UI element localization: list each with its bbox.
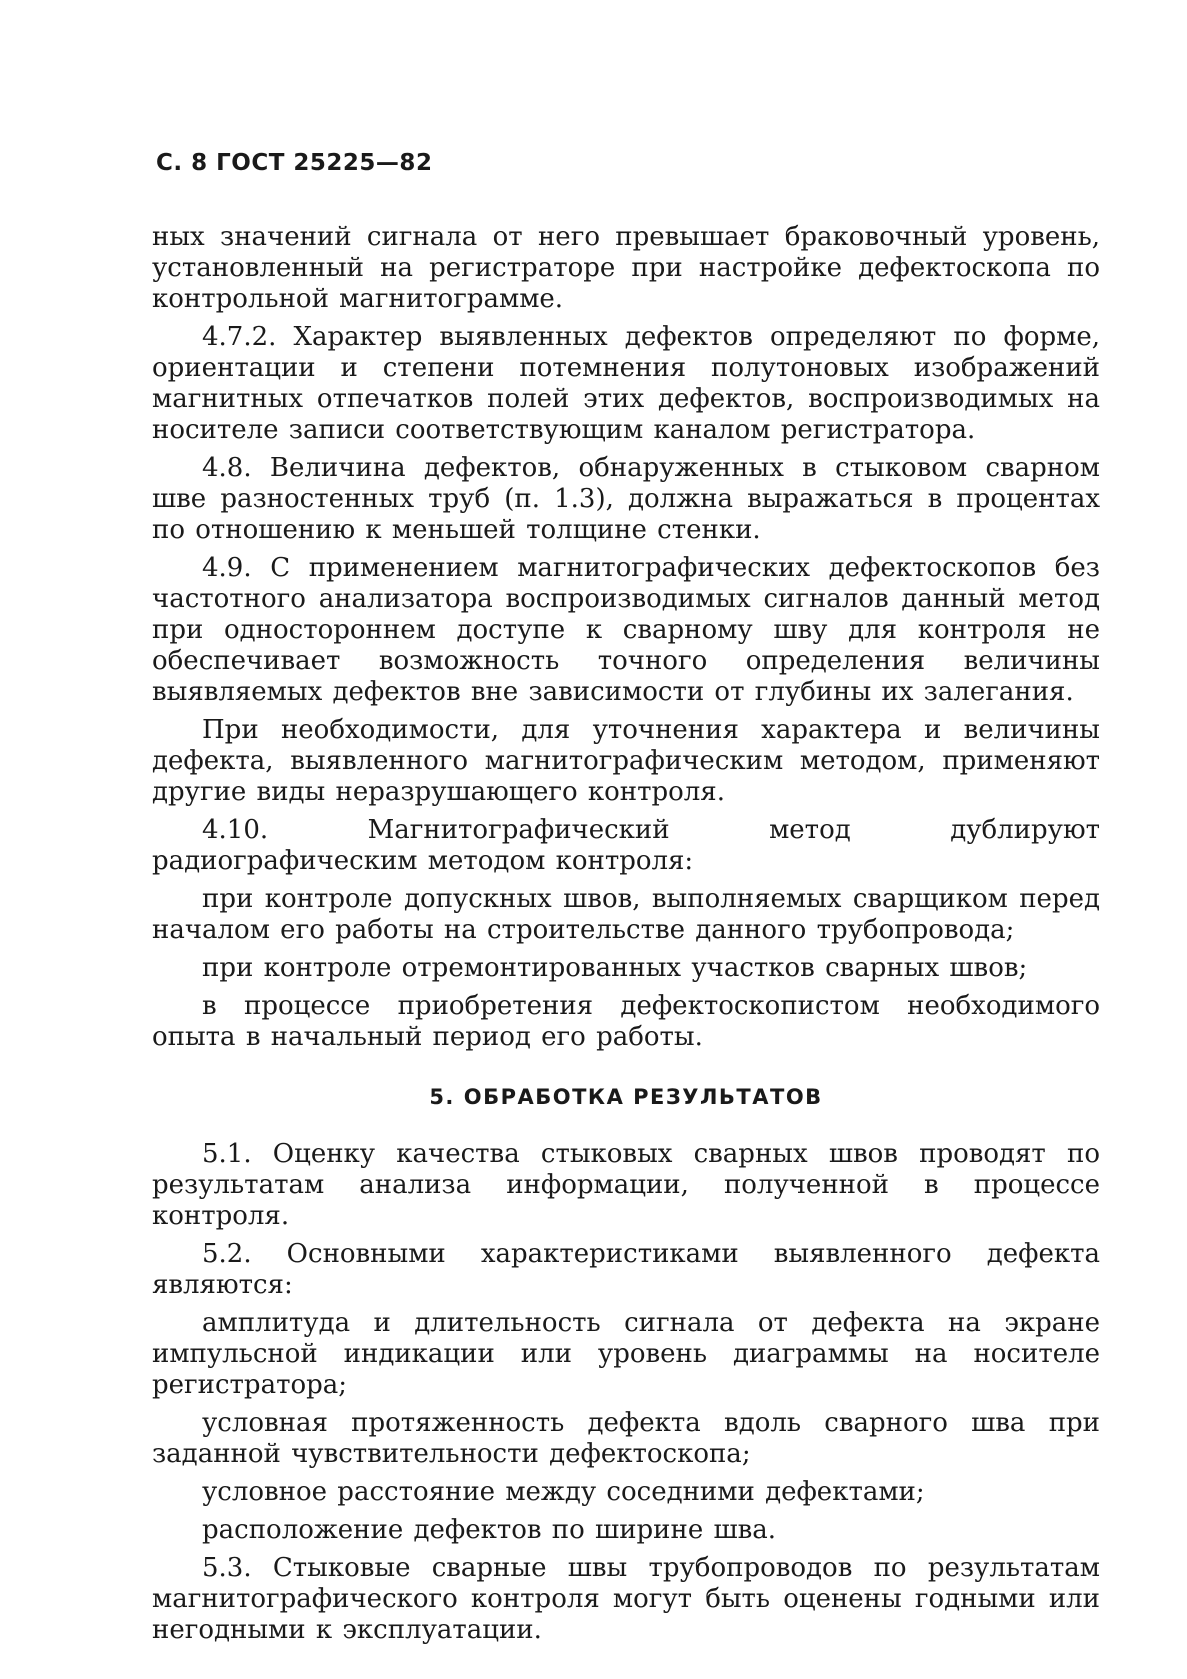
paragraph-4-7-2: 4.7.2. Характер выявленных дефектов определяют по форме, ориентации и степени потемнения полутоновых изображений магнитных отпечатков полей этих дефектов, воспроизводимых на носителе записи соответствующим каналом регистратора.	[152, 322, 1100, 445]
list-item: при контроле допускных швов, выполняемых сварщиком перед началом его работы на строительстве данного трубопровода;	[152, 884, 1100, 945]
paragraph-5-2: 5.2. Основными характеристиками выявленного дефекта являются:	[152, 1239, 1100, 1300]
paragraph-4-9-note: При необходимости, для уточнения характера и величины дефекта, выявленного магнитографическим методом, применяют другие виды неразрушающего контроля.	[152, 715, 1100, 807]
paragraph-continuation: ных значений сигнала от него превышает браковочный уровень, установленный на регистраторе при настройке дефектоскопа по контрольной магнитограмме.	[152, 222, 1100, 314]
paragraph-5-3: 5.3. Стыковые сварные швы трубопроводов по результатам магнитографического контроля могут быть оценены годными или негодными к эксплуатации.	[152, 1553, 1100, 1645]
paragraph-4-10: 4.10. Магнитографический метод дублируют радиографическим методом контроля:	[152, 815, 1100, 876]
page-header: С. 8 ГОСТ 25225—82	[156, 150, 433, 176]
paragraph-4-9: 4.9. С применением магнитографических дефектоскопов без частотного анализатора воспроизводимых сигналов данный метод при одностороннем доступе к сварному шву для контроля не обеспечивает возможность точного определения величины выявляемых дефектов вне зависимости от глубины их залегания.	[152, 553, 1100, 707]
paragraph-4-8: 4.8. Величина дефектов, обнаруженных в стыковом сварном шве разностенных труб (п. 1.3), должна выражаться в процентах по отношению к меньшей толщине стенки.	[152, 453, 1100, 545]
list-item: условное расстояние между соседними дефектами;	[202, 1477, 925, 1507]
list-item: условная протяженность дефекта вдоль сварного шва при заданной чувствительности дефектоскопа;	[152, 1408, 1100, 1469]
paragraph-5-1: 5.1. Оценку качества стыковых сварных швов проводят по результатам анализа информации, полученной в процессе контроля.	[152, 1139, 1100, 1231]
document-page	[152, 150, 1100, 1653]
list-item: расположение дефектов по ширине шва.	[202, 1515, 777, 1545]
list-item: при контроле отремонтированных участков сварных швов;	[202, 953, 1028, 983]
list-item: в процессе приобретения дефектоскопистом необходимого опыта в начальный период его работы.	[152, 991, 1100, 1052]
section-title: 5. ОБРАБОТКА РЕЗУЛЬТАТОВ	[429, 1085, 823, 1109]
list-item: амплитуда и длительность сигнала от дефекта на экране импульсной индикации или уровень диаграммы на носителе регистратора;	[152, 1308, 1100, 1400]
